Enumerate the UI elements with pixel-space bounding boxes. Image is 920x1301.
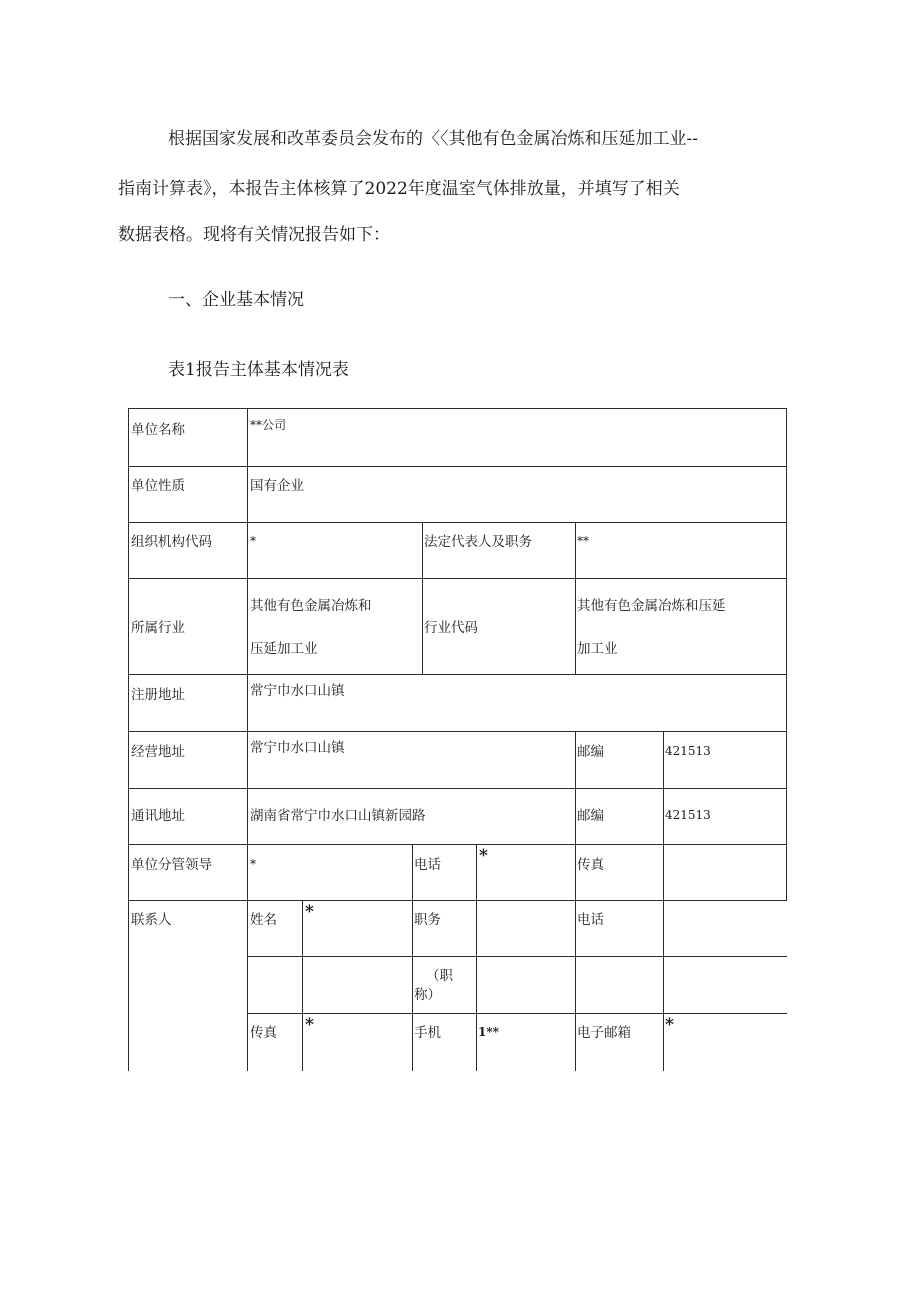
contact-mobile-value: 1**	[478, 1025, 499, 1039]
unit-nature-value: 国有企业	[250, 478, 304, 494]
unit-name-label: 单位名称	[131, 422, 185, 438]
contact-mobile-label: 手机	[414, 1025, 441, 1041]
biz-postcode-label: 邮编	[577, 744, 604, 760]
reg-address-value: 常宁巾水口山镇	[250, 683, 345, 699]
intro-line-1: 根据国家发展和改革委员会发布的〈〈其他有色金属冶炼和压延加工业--	[168, 129, 698, 149]
contact-email-value: *	[665, 1015, 674, 1035]
leader-fax-label: 传真	[577, 857, 604, 873]
biz-address-label: 经营地址	[131, 744, 185, 760]
intro-line-3: 数据表格。现将有关情况报告如下：	[118, 225, 390, 245]
table-caption: 表1报告主体基本情况表	[168, 360, 349, 380]
leader-value: *	[250, 857, 256, 871]
contact-name-label: 姓名	[250, 912, 277, 928]
leader-phone-value: *	[479, 846, 488, 866]
contact-title-line2: 称）	[414, 987, 441, 1003]
mail-address-label: 通讯地址	[131, 808, 185, 824]
legal-rep-label: 法定代表人及职务	[424, 534, 532, 550]
contact-phone-label: 电话	[577, 912, 604, 928]
contact-label: 联系人	[131, 912, 172, 928]
contact-fax-label: 传真	[250, 1025, 277, 1041]
mail-postcode-value: 421513	[665, 808, 711, 822]
unit-name-value: **公司	[250, 418, 287, 432]
industry-code-value-line1: 其他有色金属冶炼和压延	[577, 598, 726, 614]
mail-postcode-label: 邮编	[577, 808, 604, 824]
reg-address-label: 注册地址	[131, 687, 185, 703]
biz-postcode-value: 421513	[665, 744, 711, 758]
contact-fax-value: *	[305, 1015, 314, 1035]
org-code-label: 组织机构代码	[131, 534, 212, 550]
unit-nature-label: 单位性质	[131, 478, 185, 494]
biz-address-value: 常宁巾水口山镇	[250, 740, 345, 756]
industry-code-label: 行业代码	[424, 620, 478, 636]
contact-post-label: 职务	[414, 912, 441, 928]
industry-code-value-line2: 加工业	[577, 641, 618, 657]
mail-address-value: 湖南省常宁巾水口山镇新园路	[250, 808, 426, 824]
industry-value-line1: 其他有色金属冶炼和	[250, 598, 372, 614]
leader-phone-label: 电话	[414, 857, 441, 873]
contact-email-label: 电子邮箱	[577, 1025, 631, 1041]
intro-line-2: 指南计算表》，本报告主体核算了2022年度温室气体排放量，并填写了相关	[118, 179, 680, 199]
industry-value-line2: 压延加工业	[250, 641, 318, 657]
contact-title-line1: （职	[426, 968, 453, 984]
industry-label: 所属行业	[131, 620, 185, 636]
org-code-value: *	[250, 534, 256, 548]
legal-rep-value: **	[577, 534, 589, 548]
contact-name-value: *	[305, 902, 314, 922]
section-heading: 一、企业基本情况	[168, 290, 304, 310]
leader-label: 单位分管领导	[131, 857, 212, 873]
basic-info-table	[128, 408, 787, 1071]
